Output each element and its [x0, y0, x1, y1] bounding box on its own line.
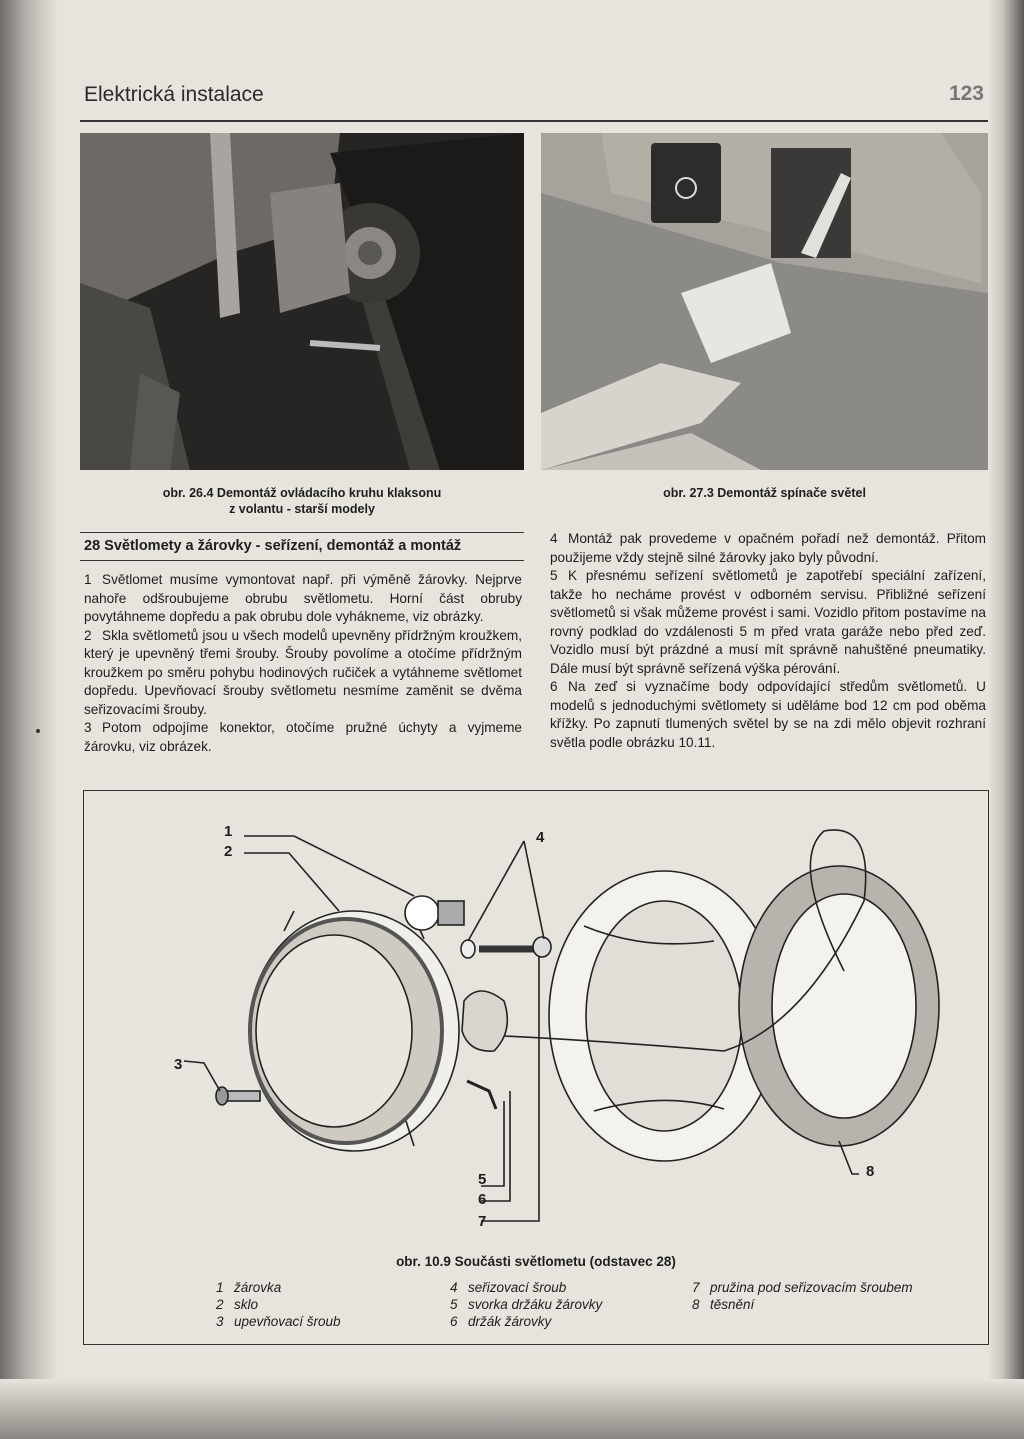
paragraph [550, 530, 986, 567]
paragraph-number: 2 [84, 627, 92, 643]
page-edge-shadow [988, 0, 1024, 1439]
legend-label: sklo [234, 1297, 259, 1312]
figure-caption: obr. 10.9 Součásti světlometu (odstavec 28) [396, 1254, 676, 1269]
text-column-right [550, 530, 986, 752]
legend-number: 8 [692, 1297, 700, 1312]
legend-label: pružina pod seřizovacím šroubem [710, 1280, 913, 1295]
legend-item [216, 1314, 341, 1329]
legend-number: 7 [692, 1280, 700, 1295]
caption-line-1: obr. 26.4 Demontáž ovládacího kruhu klaksonu [162, 486, 442, 500]
paragraph-text: Potom odpojíme konektor, otočíme pružné úchyty a vyjmeme žárovku, viz obrázek. [84, 720, 522, 754]
page-bottom-shadow [0, 1379, 1024, 1439]
legend-number: 1 [216, 1280, 224, 1295]
callout-4: 4 [536, 829, 545, 846]
section-rule-bottom [80, 560, 524, 561]
paragraph [550, 678, 986, 752]
paragraph-text: Na zeď si vyznačíme body odpovídající středům světlometů. U modelů s jednoduchými světlomety si uděláme bod 12 cm pod oběma křížky. Po zapnutí tlumených světel by se na zdi mělo objevit rozhraní světla podle obrázku 10.11. [550, 679, 986, 750]
legend-label: seřizovací šroub [468, 1280, 567, 1295]
callout-2: 2 [224, 843, 233, 860]
legend-label: žárovka [234, 1280, 282, 1295]
callout-6: 6 [478, 1191, 487, 1208]
paragraph-text: Skla světlometů jsou u všech modelů upevněny přídržným kroužkem, který je upevněný třemi šrouby. Šrouby povolíme a otočíme přídržným kroužkem po směru pohybu hodinových ručiček a vytáhneme světlomet dopředu. Upevňovací šrouby světlometu nesmíme zaměnit se dvěma seřizovacími šrouby. [84, 627, 522, 717]
paragraph-text: Světlomet musíme vymontovat např. při výměně žárovky. Nejprve nahoře odšroubujeme obrubu světlometu. Horní část obruby povytáhneme dopředu a pak obrubu dole vyhákneme, viz obrázky. [84, 572, 522, 624]
fixing-screw-shape [224, 1091, 260, 1101]
paragraph-number: 4 [550, 531, 558, 546]
legend-number: 2 [216, 1297, 224, 1312]
legend-item [450, 1297, 602, 1312]
legend-item [450, 1314, 551, 1329]
legend-item [450, 1280, 566, 1295]
legend-label: těsnění [710, 1297, 755, 1312]
paragraph-text: K přesnému seřízení světlometů je zapotřebí speciální zařízení, takže ho necháme provést v odborném servisu. Přibližné seřízení světlometů si však můžeme provést i sami. Vozidlo přitom postavíme na rovný podklad do vzdálenosti 5 m před vrata garáže nebo před zeď. Vozidlo musí být prázdné a musí mít správně nahuštěné pneumatiky. Dále musí být správně seřízená výška pérování. [550, 568, 986, 676]
legend-number: 4 [450, 1280, 458, 1295]
legend-number: 6 [450, 1314, 458, 1329]
paragraph-number: 5 [550, 568, 558, 583]
legend-number: 3 [216, 1314, 224, 1329]
legend-number: 5 [450, 1297, 458, 1312]
legend-item [216, 1297, 258, 1312]
paragraph [84, 719, 522, 756]
bulb-shape [405, 896, 439, 930]
legend-label: držák žárovky [468, 1314, 552, 1329]
callout-7: 7 [478, 1213, 487, 1230]
photo-light-switch-removal [541, 133, 988, 470]
callout-8: 8 [866, 1163, 875, 1180]
paragraph-number: 3 [84, 720, 92, 735]
page-binding-shadow [0, 0, 58, 1439]
caption-line-2: z volantu - starší modely [229, 502, 375, 516]
margin-dot [36, 729, 40, 733]
paragraph [550, 567, 986, 678]
running-header: Elektrická instalace [84, 83, 264, 106]
section-heading: 28 Světlomety a žárovky - seřízení, demontáž a montáž [84, 538, 462, 554]
paragraph [84, 571, 522, 627]
section-rule-top [80, 532, 524, 533]
callout-1: 1 [224, 823, 233, 840]
paragraph [84, 627, 522, 720]
header-rule [80, 120, 988, 122]
photo-caption-27-3: obr. 27.3 Demontáž spínače světel [663, 486, 866, 500]
legend-label: upevňovací šroub [234, 1314, 341, 1329]
legend-label: svorka držáku žárovky [468, 1297, 603, 1312]
legend-item [692, 1297, 754, 1312]
callout-3: 3 [174, 1056, 183, 1073]
legend-item [216, 1280, 281, 1295]
text-column-left [84, 571, 522, 756]
paragraph-text: Montáž pak provedeme v opačném pořadí než demontáž. Přitom použijeme vždy stejně silné žárovky jako byly původní. [550, 531, 986, 565]
paragraph-number: 1 [84, 572, 92, 587]
page-number: 123 [948, 82, 984, 105]
photo-horn-ring-removal [80, 133, 524, 470]
callout-5: 5 [478, 1171, 487, 1188]
photo-caption-26-4 [80, 485, 524, 517]
legend-item [692, 1280, 913, 1295]
paragraph-number: 6 [550, 679, 558, 694]
